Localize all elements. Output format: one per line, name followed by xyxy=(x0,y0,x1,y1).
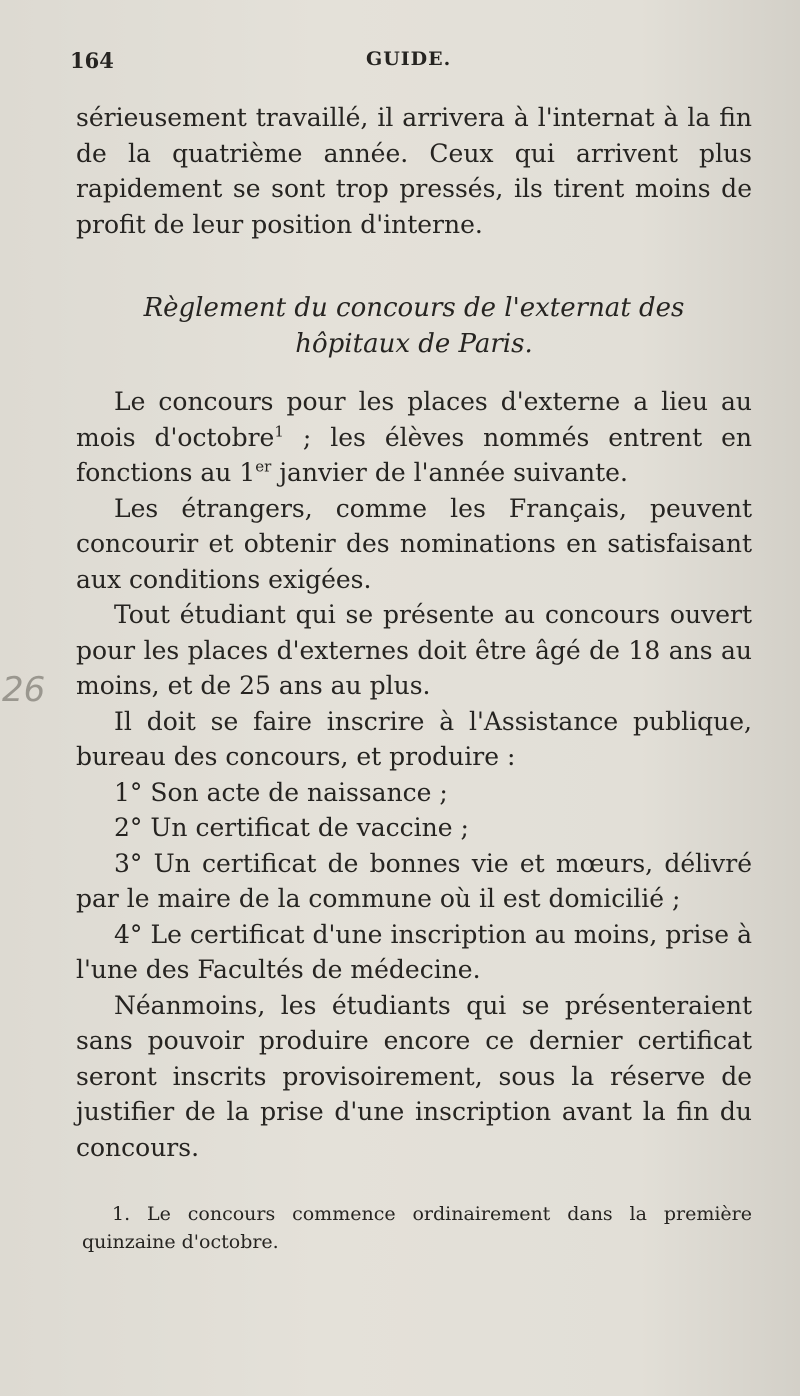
list-item: 3° Un certificat de bonnes vie et mœurs, délivré par le maire de la commune où il est domicilié ; xyxy=(76,848,752,913)
paragraph-2: Les étrangers, comme les Français, peuvent concourir et obtenir des nominations en satisfaisant aux conditions exigées. xyxy=(76,493,752,594)
paragraph-3: Tout étudiant qui se présente au concours ouvert pour les places d'externes doit être âgé de 18 ans au moins, et de 25 ans au plus. xyxy=(76,600,752,700)
list-item: 1° Son acte de naissance ; xyxy=(114,777,448,807)
intro-text: sérieusement travaillé, il arrivera à l'internat à la fin de la quatrième année. Ceux qui arrivent plus rapidement se sont trop pressés, ils tirent moins de profit de leur position d'interne. xyxy=(76,103,752,239)
list-item: 2° Un certificat de vaccine ; xyxy=(114,813,469,842)
paragraph-5: Néanmoins, les étudiants qui se présenteraient sans pouvoir produire encore ce dernier certificat seront inscrits provisoirement, sous la réserve de justifier de la prise d'une inscription avant la fin du concours. xyxy=(76,990,752,1162)
paragraph-1-start: Le concours pour les places d'externe a lieu au mois d'octobre xyxy=(76,387,752,452)
margin-annotation: 26 xyxy=(2,670,46,710)
paragraph-4: Il doit se faire inscrire à l'Assistance publique, bureau des concours, et produire : xyxy=(76,706,752,771)
superscript-er: er xyxy=(255,457,272,476)
list-item: 4° Le certificat d'une inscription au moins, prise à l'une des Facultés de médecine. xyxy=(76,919,752,984)
section-title-line2: hôpitaux de Paris. xyxy=(295,329,533,359)
body-text xyxy=(76,384,752,1165)
paragraph-1-end: janvier de l'année suivante. xyxy=(271,458,628,487)
section-title-line1: Règlement du concours de l'externat des xyxy=(143,293,685,323)
page-number: 164 xyxy=(70,48,114,73)
page-header xyxy=(70,44,760,80)
paragraph-1 xyxy=(76,384,752,491)
footnote: 1. Le concours commence ordinairement dans la première quinzaine d'octobre. xyxy=(82,1203,752,1253)
paragraph-1-mid: ; les élèves nommés entrent en fonctions au 1 xyxy=(76,422,752,487)
section-title xyxy=(76,290,752,362)
intro-paragraph xyxy=(76,100,752,242)
footnote-ref: 1 xyxy=(274,422,284,441)
running-head: GUIDE. xyxy=(366,48,452,70)
